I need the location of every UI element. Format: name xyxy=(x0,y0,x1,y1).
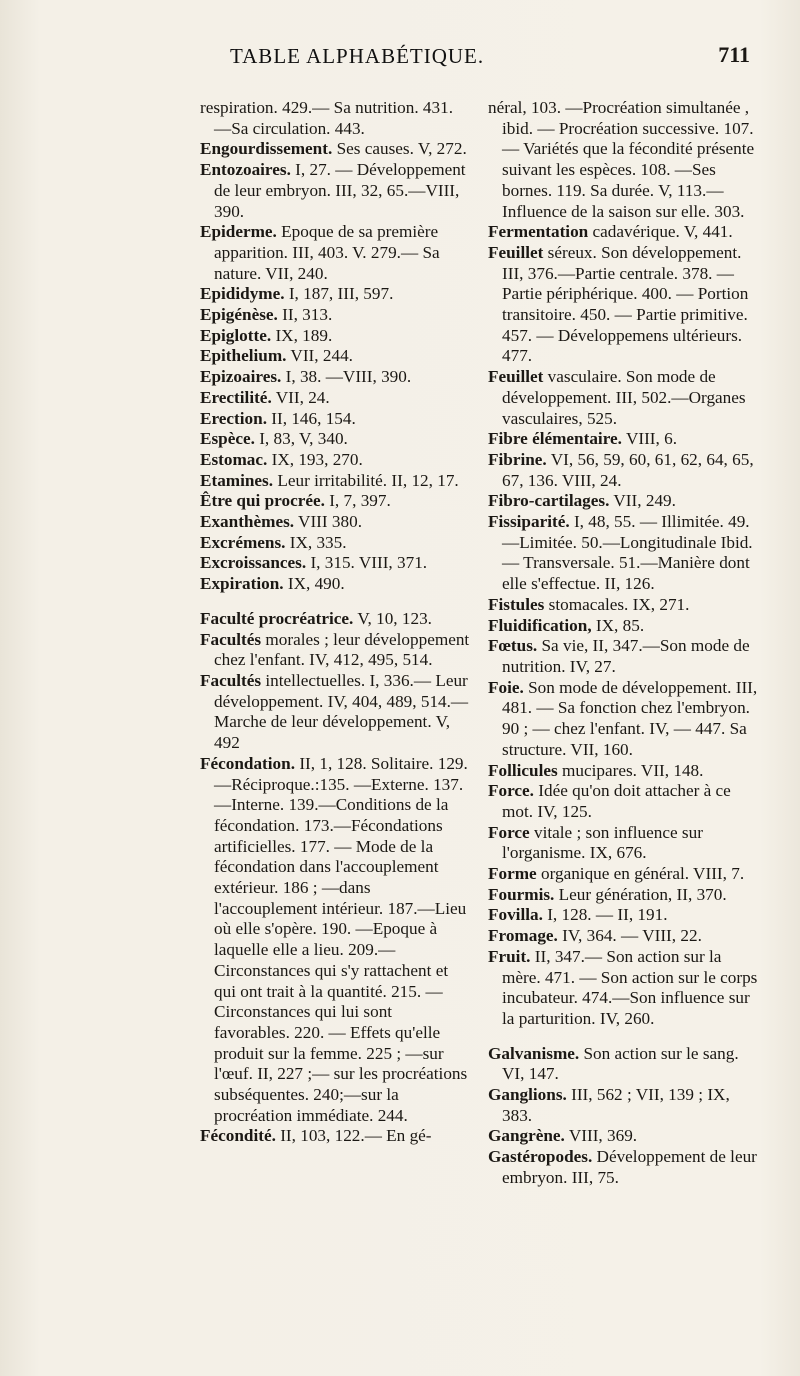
entry-headword: Fissiparité. xyxy=(488,512,570,532)
entry-headword: Expiration. xyxy=(200,574,284,594)
entry-headword: Foie. xyxy=(488,677,524,697)
entry-text: VII, 24. xyxy=(271,387,330,407)
index-entry xyxy=(200,284,470,305)
right-column xyxy=(488,98,758,1189)
entry-text: respiration. 429.— Sa nutrition. 431. —Sa circulation. 443. xyxy=(200,98,454,138)
entry-headword: Epithelium. xyxy=(200,346,287,366)
entry-text: I, 27. — Développement de leur embryon. III, 32, 65.—VIII, 390. xyxy=(214,160,466,221)
running-head-title: TABLE ALPHABÉTIQUE. xyxy=(230,44,485,68)
index-entry xyxy=(200,305,470,326)
entry-text: Leur irritabilité. II, 12, 17. xyxy=(273,470,459,490)
entry-text: VIII, 369. xyxy=(564,1126,638,1146)
entry-text: néral, 103. —Procréation simultanée , ibid. — Procréation successive. 107. — Variétés que la fécondité présente suivant les espèces. 108. —Ses bornes. 119. Sa durée. V, 113.— Influence de la saison sur elle. 303. xyxy=(488,98,755,221)
entry-text: IX, 189. xyxy=(271,325,333,345)
entry-headword: Être qui procrée. xyxy=(200,491,325,511)
entry-text: VI, 56, 59, 60, 61, 62, 64, 65, 67, 136. VIII, 24. xyxy=(502,449,754,490)
entry-headword: Gangrène. xyxy=(488,1126,565,1146)
index-entry xyxy=(200,553,470,574)
index-entry xyxy=(200,491,470,512)
entry-text: VIII 380. xyxy=(294,512,363,532)
entry-headword: Epigénèse. xyxy=(200,305,278,325)
entry-headword: Facultés xyxy=(200,670,262,690)
entry-headword: Fermentation xyxy=(488,222,589,242)
index-entry xyxy=(200,409,470,430)
index-entry xyxy=(200,98,470,139)
entry-headword: Gastéropodes. xyxy=(488,1147,593,1167)
entry-headword: Follicules xyxy=(488,760,558,780)
entry-headword: Ganglions. xyxy=(488,1085,567,1105)
entry-text: II, 313. xyxy=(277,305,333,325)
index-entry xyxy=(200,160,470,222)
index-entry xyxy=(200,326,470,347)
entry-text: Développement de leur embryon. III, 75. xyxy=(502,1147,757,1187)
index-entry xyxy=(488,595,758,616)
entry-text: IX, 85. xyxy=(591,615,645,635)
entry-headword: Fromage. xyxy=(488,926,558,946)
index-entry xyxy=(488,98,758,222)
entry-headword: Fibrine. xyxy=(488,449,547,469)
index-entry xyxy=(488,491,758,512)
index-entry xyxy=(200,367,470,388)
entry-text: I, 187, III, 597. xyxy=(284,284,394,304)
index-entry xyxy=(488,905,758,926)
entry-text: Sa vie, II, 347.—Son mode de nutrition. IV, 27. xyxy=(502,636,750,676)
entry-headword: Epiglotte. xyxy=(200,325,272,345)
index-entry xyxy=(200,609,470,630)
entry-headword: Fluidification, xyxy=(488,615,592,635)
entry-headword: Fovilla. xyxy=(488,905,543,925)
index-entry xyxy=(200,671,470,754)
entry-text: V, 10, 123. xyxy=(353,608,432,628)
running-head xyxy=(110,40,760,80)
entry-text: I, 83, V, 340. xyxy=(254,429,348,449)
entry-text: stomacales. IX, 271. xyxy=(544,594,690,614)
entry-text: Leur génération, II, 370. xyxy=(554,884,727,904)
left-column xyxy=(200,98,470,1147)
entry-headword: Engourdissement. xyxy=(200,139,333,159)
entry-text: I, 315. VIII, 371. xyxy=(306,553,428,573)
entry-text: VII, 244. xyxy=(286,346,353,366)
entry-headword: Excrémens. xyxy=(200,532,286,552)
entry-headword: Fourmis. xyxy=(488,884,555,904)
index-entry xyxy=(488,947,758,1030)
index-entry xyxy=(488,1044,758,1085)
index-entry xyxy=(488,761,758,782)
index-entry xyxy=(488,864,758,885)
index-entry xyxy=(488,926,758,947)
index-entry xyxy=(200,471,470,492)
index-entry xyxy=(200,533,470,554)
entry-headword: Facultés xyxy=(200,629,262,649)
entry-headword: Faculté procréatrice. xyxy=(200,608,354,628)
index-entry xyxy=(488,636,758,677)
entry-headword: Fécondation. xyxy=(200,753,296,773)
index-entry xyxy=(200,429,470,450)
entry-headword: Fibre élémentaire. xyxy=(488,429,622,449)
entry-headword: Fœtus. xyxy=(488,636,538,656)
entry-text: vitale ; son influence sur l'organisme. IX, 676. xyxy=(502,822,703,863)
index-entry xyxy=(488,1085,758,1126)
index-entry xyxy=(488,678,758,761)
entry-headword: Forme xyxy=(488,864,537,884)
entry-headword: Epizoaires. xyxy=(200,367,282,387)
entry-text: II, 103, 122.— En gé- xyxy=(275,1126,432,1146)
index-entry xyxy=(488,450,758,491)
index-entry xyxy=(488,243,758,367)
entry-headword: Exanthèmes. xyxy=(200,512,295,532)
entry-text: Son action sur le sang. VI, 147. xyxy=(502,1043,739,1084)
entry-text: I, 7, 397. xyxy=(324,491,391,511)
entry-text: intellectuelles. I, 336.— Leur développement. IV, 404, 489, 514.—Marche de leur développement. V, 492 xyxy=(214,670,469,753)
entry-headword: Estomac. xyxy=(200,449,268,469)
entry-headword: Fibro-cartilages. xyxy=(488,491,610,511)
entry-headword: Excroissances. xyxy=(200,553,307,573)
index-entry xyxy=(488,616,758,637)
entry-text: VII, 249. xyxy=(609,491,676,511)
entry-text: I, 48, 55. — Illimitée. 49.—Limitée. 50.—Longitudinale Ibid. — Transversale. 51.—Manière dont elle s'effectue. II, 126. xyxy=(502,512,753,594)
entry-text: cadavérique. V, 441. xyxy=(588,222,733,242)
index-entry xyxy=(200,512,470,533)
index-entry xyxy=(200,222,470,284)
entry-text: III, 562 ; VII, 139 ; IX, 383. xyxy=(502,1085,730,1125)
index-entry xyxy=(488,823,758,864)
entry-text: IX, 335. xyxy=(285,532,347,552)
entry-headword: Feuillet xyxy=(488,242,544,262)
entry-headword: Erectilité. xyxy=(200,387,272,407)
index-entry xyxy=(488,429,758,450)
index-entry xyxy=(200,574,470,595)
index-entry xyxy=(200,388,470,409)
entry-headword: Epiderme. xyxy=(200,222,277,242)
index-entry xyxy=(488,222,758,243)
entry-text: II, 1, 128. Solitaire. 129.—Réciproque.:135. —Externe. 137.—Interne. 139.—Conditions de la fécondation. 173.—Fécondations artificielles. 177. — Mode de la fécondation dans l'accouplement extérieur. 186 ; —dans l'accouplement intérieur. 187.—Lieu où elle s'opère. 190. —Epoque à laquelle elle a lieu. 209.—Circonstances qui s'y rattachent et qui ont trait à la quantité. 215. — Circonstances qui lui sont favorables. 220. — Effets qu'elle produit sur la femme. 225 ; —sur l'œuf. II, 227 ;— sur les procréations subséquentes. 240;—sur la procréation immédiate. 244. xyxy=(214,753,468,1125)
index-entry xyxy=(200,346,470,367)
entry-text: IV, 364. — VIII, 22. xyxy=(557,926,702,946)
page-number: 711 xyxy=(718,42,750,67)
entry-headword: Entozoaires. xyxy=(200,160,291,180)
entry-headword: Espèce. xyxy=(200,429,255,449)
entry-text: mucipares. VII, 148. xyxy=(557,760,704,780)
entry-text: organique en général. VIII, 7. xyxy=(536,864,745,884)
entry-headword: Erection. xyxy=(200,408,267,428)
entry-headword: Force xyxy=(488,822,530,842)
entry-text: IX, 490. xyxy=(283,574,345,594)
index-entry xyxy=(488,367,758,429)
entry-headword: Force. xyxy=(488,781,534,801)
index-entry xyxy=(488,1147,758,1188)
entry-headword: Etamines. xyxy=(200,470,274,490)
index-entry xyxy=(488,1126,758,1147)
entry-headword: Fruit. xyxy=(488,946,531,966)
entry-text: IX, 193, 270. xyxy=(267,449,363,469)
entry-text: I, 128. — II, 191. xyxy=(542,905,668,925)
entry-text: Idée qu'on doit attacher à ce mot. IV, 125. xyxy=(502,781,731,821)
entry-text: II, 146, 154. xyxy=(267,408,356,428)
index-entry xyxy=(488,781,758,822)
index-entry xyxy=(200,630,470,671)
entry-headword: Fécondité. xyxy=(200,1126,276,1146)
entry-text: vasculaire. Son mode de développement. III, 502.—Organes vasculaires, 525. xyxy=(502,367,746,428)
entry-text: séreux. Son développement. III, 376.—Partie centrale. 378. — Partie périphérique. 400. — Portion transitoire. 450. — Partie primitive. 457. — Développemens ultérieurs. 477. xyxy=(502,242,749,366)
index-entry xyxy=(200,139,470,160)
index-entry xyxy=(200,450,470,471)
entry-headword: Feuillet xyxy=(488,367,544,387)
index-entry xyxy=(200,1126,470,1147)
entry-headword: Galvanisme. xyxy=(488,1043,580,1063)
entry-headword: Epididyme. xyxy=(200,284,285,304)
entry-text: Epoque de sa première apparition. III, 403. V. 279.— Sa nature. VII, 240. xyxy=(214,222,440,283)
entry-text: II, 347.— Son action sur la mère. 471. — Son action sur le corps incubateur. 474.—Son influence sur la parturition. IV, 260. xyxy=(502,946,758,1028)
entry-text: I, 38. —VIII, 390. xyxy=(281,367,412,387)
entry-headword: Fistules xyxy=(488,594,545,614)
index-entry xyxy=(488,512,758,595)
entry-text: Ses causes. V, 272. xyxy=(332,139,467,159)
entry-text: VIII, 6. xyxy=(621,429,678,449)
entry-text: morales ; leur développement chez l'enfant. IV, 412, 495, 514. xyxy=(214,629,470,670)
index-entry xyxy=(488,885,758,906)
entry-text: Son mode de développement. III, 481. — Sa fonction chez l'embryon. 90 ; — chez l'enfant. IV, — 447. Sa structure. VII, 160. xyxy=(502,677,758,759)
index-entry xyxy=(200,754,470,1127)
